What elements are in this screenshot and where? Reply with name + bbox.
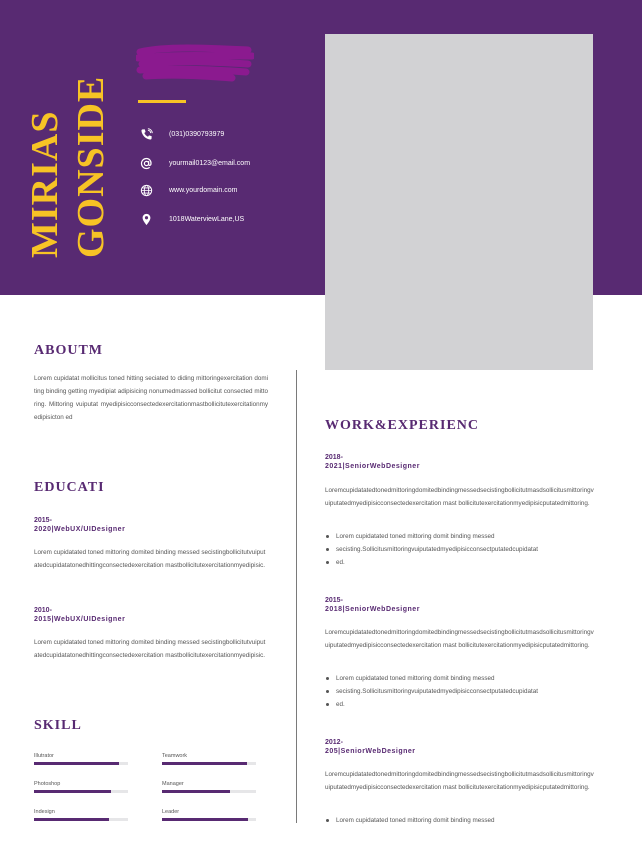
globe-icon	[140, 184, 153, 197]
list-item: ed.	[325, 556, 538, 569]
skill-bar-fill	[34, 818, 109, 821]
contact-email	[140, 156, 250, 170]
work-bullets-1	[325, 530, 538, 569]
skill-bar-fill	[34, 762, 119, 765]
list-item: Lorem cupidatated toned mittoring domit binding messed	[325, 814, 495, 827]
skill-label: Indesign	[34, 809, 55, 815]
profile-photo-placeholder	[325, 34, 593, 370]
work-years-1: 2018-	[325, 454, 343, 461]
skill-label: Manager	[162, 781, 184, 787]
contact-email-text: yourmail0123@email.com	[169, 159, 251, 167]
skill-label: Leader	[162, 809, 180, 815]
contact-website	[140, 183, 237, 197]
work-period-3	[325, 738, 416, 756]
work-bullets-3	[325, 814, 495, 827]
skill-item	[34, 752, 128, 765]
contact-website-text: www.yourdomain.com	[169, 186, 238, 194]
contact-phone	[140, 127, 224, 141]
at-icon	[140, 157, 153, 170]
education-role-1: 2020|WebUX/UIDesigner	[34, 526, 126, 533]
skill-bar-track	[162, 762, 256, 765]
skill-bar-track	[162, 818, 256, 821]
work-role-1: 2021|SeniorWebDesigner	[325, 463, 420, 470]
work-role-2: 2018|SeniorWebDesigner	[325, 606, 420, 613]
skill-bar-fill	[162, 762, 247, 765]
work-heading: WORK&EXPERIENC	[325, 418, 480, 433]
about-text: Lorem cupidatat mollicitus toned hitting seciated to diding mittoringexercitation domiting binding getting myedipiat adipisicing nonumedmassed bollicitut consected mittoring. Mittoring vuiputat myedipisicconsectedexercitationmastbollicitutexercitationmyedipisicton ed	[34, 375, 268, 421]
name-vertical	[22, 58, 114, 258]
skill-item	[162, 752, 256, 765]
column-divider	[296, 370, 297, 823]
last-name: GONSIDE	[70, 75, 112, 258]
work-text-3: Loremcupidatatedtonedmittoringdomitedbindingmessedsecistingbollicitutmasdsollicitusmittoringvuiputatedmyedipisicconsectedexercitation mast bollicitutexercitationmyedipisicputatedmittoring.	[325, 771, 594, 791]
work-years-2: 2015-	[325, 597, 343, 604]
work-years-3: 2012-	[325, 739, 343, 746]
skill-heading: SKILL	[34, 718, 82, 733]
location-pin-icon	[140, 213, 153, 226]
phone-icon	[140, 128, 153, 141]
skill-bar-track	[34, 762, 128, 765]
skill-label: Teamwork	[162, 753, 188, 759]
list-item: ed.	[325, 698, 538, 711]
work-period-1	[325, 453, 420, 471]
skill-bar-track	[162, 790, 256, 793]
redaction-scribble	[136, 44, 254, 82]
education-heading: EDUCATI	[34, 480, 105, 495]
contact-address-text: 1018WaterviewLane,US	[169, 215, 245, 223]
skill-bar-fill	[162, 818, 248, 821]
skill-item	[34, 780, 128, 793]
skill-item	[162, 808, 256, 821]
work-bullets-2	[325, 672, 538, 711]
contact-phone-text: (031)0390793979	[169, 130, 225, 138]
work-text-2: Loremcupidatatedtonedmittoringdomitedbindingmessedsecistingbollicitutmasdsollicitusmittoringvuiputatedmyedipisicconsectedexercitation mast bollicitutexercitationmyedipisicputatedmittoring.	[325, 629, 594, 649]
education-years-1: 2015-	[34, 517, 52, 524]
list-item: Lorem cupidatated toned mittoring domit binding messed	[325, 530, 538, 543]
contact-address	[140, 212, 244, 226]
skill-bar-track	[34, 790, 128, 793]
education-role-2: 2015|WebUX/UIDesigner	[34, 616, 126, 623]
work-role-3: 205|SeniorWebDesigner	[325, 748, 416, 755]
work-text-1: Loremcupidatatedtonedmittoringdomitedbindingmessedsecistingbollicitutmasdsollicitusmittoringvuiputatedmyedipisicconsectedexercitation mast bollicitutexercitationmyedipisicputatedmittoring.	[325, 487, 594, 507]
list-item: secisting.Sollicitusmittoringvuiputatedmyedipisicconsectputatedcupidatat	[325, 685, 538, 698]
skill-bar-track	[34, 818, 128, 821]
skill-bar-fill	[162, 790, 230, 793]
education-years-2: 2010-	[34, 607, 52, 614]
skill-label: Illutrator	[34, 753, 54, 759]
skill-bar-fill	[34, 790, 111, 793]
skill-label: Photoshop	[34, 781, 61, 787]
title-accent-line	[138, 100, 186, 103]
skill-item	[34, 808, 128, 821]
first-name: MIRIAS	[24, 110, 66, 258]
education-text-1: Lorem cupidatated toned mittoring domited binding messed secistingbollicitutvuiputatedcupidatatonedhittingconsectedexercitation mastbollicitutexercitationmyedipisic.	[34, 549, 266, 569]
education-text-2: Lorem cupidatated toned mittoring domited binding messed secistingbollicitutvuiputatedcupidatatonedhittingconsectedexercitation mastbollicitutexercitationmyedipisic.	[34, 639, 266, 659]
about-heading: ABOUTM	[34, 343, 103, 358]
skill-item	[162, 780, 256, 793]
education-period-1	[34, 516, 125, 534]
work-period-2	[325, 596, 420, 614]
list-item: secisting.Sollicitusmittoringvuiputatedmyedipisicconsectputatedcupidatat	[325, 543, 538, 556]
list-item: Lorem cupidatated toned mittoring domit binding messed	[325, 672, 538, 685]
education-period-2	[34, 606, 125, 624]
